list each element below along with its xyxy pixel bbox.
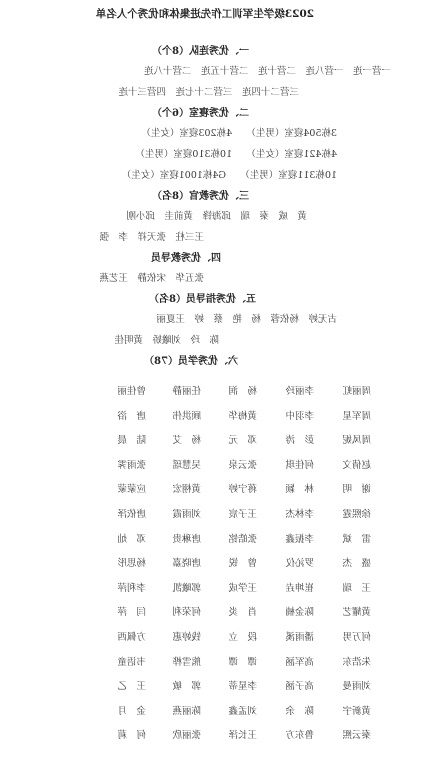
student-name: 李振鑫 <box>285 533 314 545</box>
section-heading-instructors: 三、优秀教官（8名） <box>152 191 249 202</box>
student-name: 鲁东方 <box>285 730 314 742</box>
student-name: 杨 润 <box>228 386 257 397</box>
student-row <box>117 681 399 695</box>
student-name: 何荣利 <box>172 607 201 619</box>
student-name: 高军涵 <box>285 656 314 668</box>
student-name: 罗沁仪 <box>285 558 314 570</box>
student-name: 韦语童 <box>117 656 146 668</box>
student-name: 肖 炎 <box>228 607 257 619</box>
student-name: 彭 涛 <box>285 435 314 447</box>
student-row <box>117 435 399 449</box>
advisors-line-2: 陈 玲 刘曦娇 黄明佳 <box>114 335 219 346</box>
section-heading-advisors: 五、优秀指导员（8名） <box>149 294 256 305</box>
section-heading-dorms: 二、优秀寝室（6个） <box>152 108 249 119</box>
student-row <box>117 459 399 474</box>
student-name: 钱婷惠 <box>172 632 201 643</box>
student-name: 谢 明 <box>342 484 371 496</box>
student-name: 段 立 <box>228 632 257 643</box>
teams-line-1: 一营一连 一营八连 二营十连 二营十五连 二营十八连 <box>143 66 391 77</box>
student-name: 杨 艾 <box>172 435 201 447</box>
dorms-line-3: 10栋311寝室（男生） G4栋1001寝室（女生） <box>121 170 337 181</box>
student-row <box>117 533 399 548</box>
student-name: 周凤妮 <box>342 435 371 447</box>
student-name: 张皓铭 <box>228 533 257 545</box>
student-name: 黄耀艺 <box>342 607 371 619</box>
student-name: 崔坤垚 <box>285 582 314 594</box>
student-name: 王 瑞 <box>342 582 371 594</box>
student-name: 吴慧瑶 <box>172 459 201 471</box>
document-title: 2023级学生军训工作先进集体和优秀个人名单 <box>95 8 314 20</box>
student-name: 王学成 <box>228 582 257 594</box>
student-row <box>117 484 399 498</box>
student-name: 曾佳丽 <box>117 386 146 397</box>
dorms-line-1: 3栋504寝室（男生） 4栋203寝室（女生） <box>141 128 337 139</box>
student-row <box>117 632 399 646</box>
student-name: 顾洪伟 <box>172 410 201 422</box>
student-name: 李林杰 <box>285 509 314 520</box>
student-name: 何佳琪 <box>285 459 314 471</box>
student-name: 何万男 <box>342 632 371 643</box>
student-name: 周丽虹 <box>342 386 371 397</box>
student-name: 朱浩东 <box>342 656 371 668</box>
student-name: 应蒙蒙 <box>117 484 146 496</box>
student-name: 唐晓嘉 <box>172 558 201 570</box>
student-name: 熊雪桦 <box>172 656 201 668</box>
student-row <box>117 705 399 720</box>
student-name: 李星蒂 <box>228 681 257 693</box>
advisors-line-1: 古无婷 杨依蓉 杨 艳 蔡 婷 王夏丽 <box>156 314 337 325</box>
student-name: 唐依泽 <box>117 509 146 520</box>
student-name: 张丽欣 <box>172 730 201 742</box>
student-name: 郭 敏 <box>172 681 201 693</box>
student-name: 闫 萍 <box>117 607 146 619</box>
student-name: 方佩西 <box>117 632 146 643</box>
student-name: 杨思彤 <box>117 558 146 570</box>
student-name: 周军星 <box>342 410 371 422</box>
student-name: 李羽中 <box>285 410 314 422</box>
student-name: 秦云熙 <box>342 730 371 742</box>
student-name: 盛 杰 <box>342 558 371 570</box>
student-row <box>117 509 399 523</box>
student-name: 王长泽 <box>228 730 257 742</box>
student-name: 王 乙 <box>117 681 146 693</box>
student-name: 郭曦凯 <box>172 582 201 594</box>
student-name: 徐熙霆 <box>342 509 371 520</box>
student-name: 金 月 <box>117 705 146 717</box>
student-name: 赵倩文 <box>342 459 371 471</box>
student-name: 张雨霁 <box>117 459 146 471</box>
student-name: 黄栩宏 <box>172 484 201 496</box>
student-row <box>117 410 399 425</box>
student-name: 陈丽燕 <box>172 705 201 717</box>
teams-line-2: 三营二十四连 三营二十七连 四营三十连 <box>118 87 299 98</box>
student-name: 刘雨曼 <box>342 681 371 693</box>
student-name: 王子宸 <box>228 509 257 520</box>
student-row <box>117 607 399 621</box>
student-name: 陈金楠 <box>285 607 314 619</box>
student-name: 谭 谭 <box>228 656 257 668</box>
student-name: 林 颖 <box>285 484 314 496</box>
student-name: 刘雨霞 <box>172 509 201 520</box>
student-row <box>117 730 399 744</box>
student-row <box>117 558 399 572</box>
dorms-line-2: 4栋421寝室（女生） 10栋310寝室（男生） <box>135 149 337 160</box>
student-name: 黄新宇 <box>342 705 371 717</box>
student-name: 唐 浴 <box>117 410 146 422</box>
student-name: 陆 晨 <box>117 435 146 447</box>
student-name: 何 莉 <box>117 730 146 742</box>
student-name: 李利萍 <box>117 582 146 594</box>
student-name: 张云泉 <box>228 459 257 471</box>
student-name: 刘孟鑫 <box>228 705 257 717</box>
section-heading-counselors: 四、优秀教导员 <box>151 253 221 264</box>
student-name: 雷 斌 <box>342 533 371 545</box>
student-name: 陈 余 <box>285 705 314 717</box>
student-name: 唐琳贵 <box>172 533 201 545</box>
student-name: 邓 灿 <box>117 533 146 545</box>
student-name: 高子涵 <box>285 681 314 693</box>
student-name: 曾 锐 <box>228 558 257 570</box>
student-row <box>117 582 399 597</box>
student-name: 李丽玲 <box>285 386 314 397</box>
student-name: 任丽静 <box>172 386 201 397</box>
instructors-line-2: 王三柱 张天祥 李 强 <box>99 232 204 243</box>
section-heading-teams: 一、优秀连队（8个） <box>152 46 249 57</box>
student-row <box>117 656 399 671</box>
student-row <box>117 386 399 400</box>
counselors-line-1: 张五华 宋依静 王艺燕 <box>99 273 204 284</box>
student-name: 蒋宁婷 <box>228 484 257 496</box>
student-name: 潘雨溪 <box>285 632 314 643</box>
student-name: 黄梅华 <box>228 410 257 422</box>
student-name: 邓 元 <box>228 435 257 447</box>
section-heading-students: 六、优秀学员（78） <box>144 356 238 367</box>
instructors-line-1: 黄 威 秦 瑞 邱海锋 黄前圭 邱小刚 <box>126 211 307 222</box>
